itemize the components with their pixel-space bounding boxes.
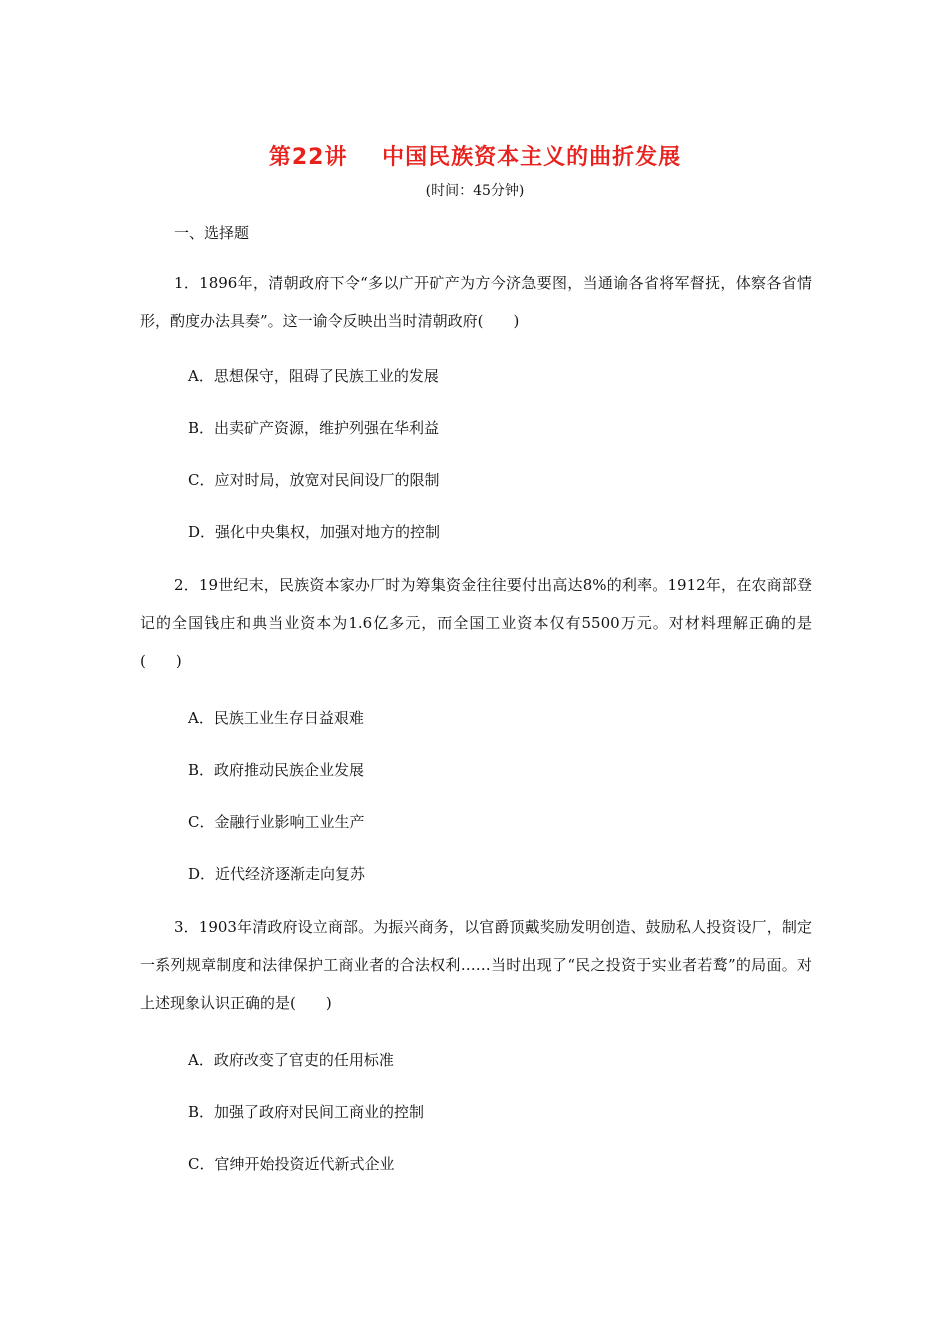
question-3: [140, 908, 812, 1022]
option-b: B．政府推动民族企业发展: [188, 761, 365, 779]
option-c: C．官绅开始投资近代新式企业: [188, 1155, 395, 1173]
option-d: D．近代经济逐渐走向复苏: [188, 865, 366, 883]
option-c: C．应对时局，放宽对民间设厂的限制: [188, 471, 440, 489]
question-2: [140, 566, 812, 680]
question-stem: 2．19世纪末，民族资本家办厂时为筹集资金往往要付出高达8%的利率。1912年，在农商部登记的全国钱庄和典当业资本为1.6亿多元，而全国工业资本仅有5500万元。对材料理解正确的是( ): [140, 576, 812, 670]
option-a: A．思想保守，阻碍了民族工业的发展: [188, 367, 439, 385]
section-heading: 一、选择题: [174, 224, 250, 242]
option-b: B．出卖矿产资源，维护列强在华利益: [188, 419, 440, 437]
question-stem: 1．1896年，清朝政府下令“多以广开矿产为方今济急要图，当通谕各省将军督抚，体察各省情形，酌度办法具奏”。这一谕令反映出当时清朝政府( ): [140, 274, 812, 330]
option-c: C．金融行业影响工业生产: [188, 813, 365, 831]
question-1: [140, 264, 812, 340]
option-b: B．加强了政府对民间工商业的控制: [188, 1103, 425, 1121]
page-title: 第22讲 中国民族资本主义的曲折发展: [268, 145, 682, 170]
time-limit: (时间：45分钟): [425, 183, 525, 199]
question-stem: 3．1903年清政府设立商部。为振兴商务，以官爵顶戴奖励发明创造、鼓励私人投资设厂，制定一系列规章制度和法律保护工商业者的合法权利……当时出现了“民之投资于实业者若鹜”的局面。对上述现象认识正确的是( ): [140, 918, 812, 1012]
option-d: D．强化中央集权，加强对地方的控制: [188, 523, 441, 541]
option-a: A．政府改变了官吏的任用标准: [188, 1051, 394, 1069]
option-a: A．民族工业生存日益艰难: [188, 709, 364, 727]
